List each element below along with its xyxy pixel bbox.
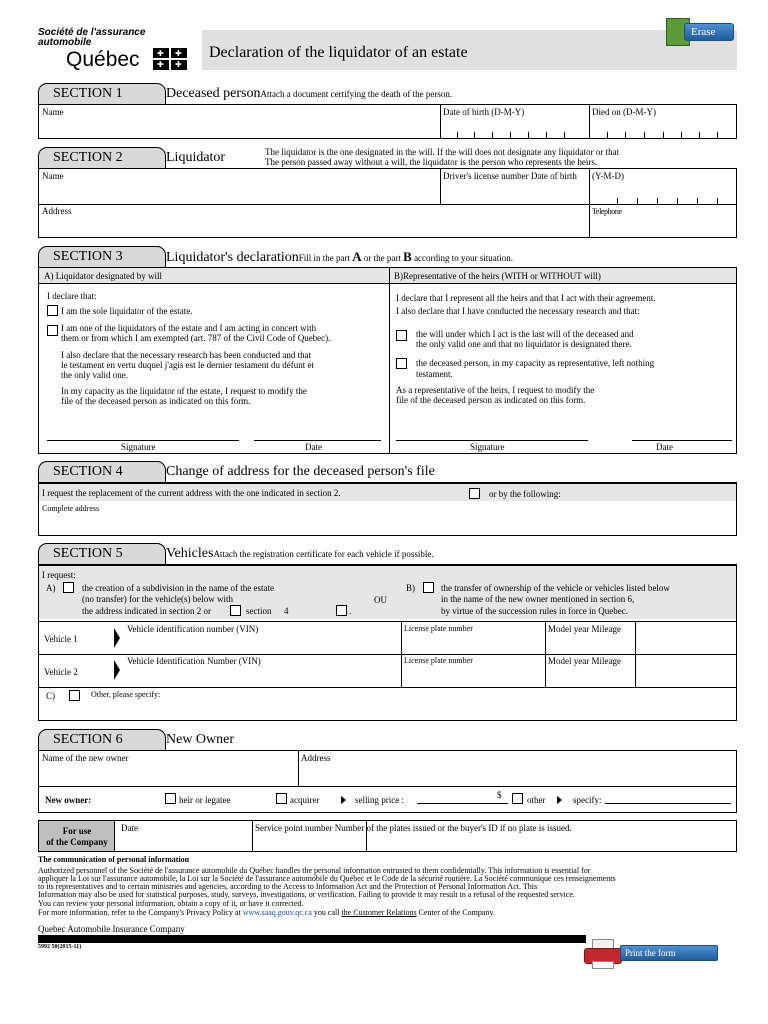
new-owner-address-label: Address (301, 753, 331, 763)
address-change-request: I request the replacement of the current address with the one indicated in section 2. (42, 488, 341, 498)
selling-price-field[interactable] (417, 789, 508, 804)
for-use-label-1: For use (62, 826, 92, 836)
liquidator-telephone-label: Telephone (592, 207, 622, 216)
part-b-date-field[interactable] (632, 416, 732, 440)
new-owner-type-label: New owner: (45, 795, 92, 805)
section-4-title: Change of address for the deceased person's file (166, 461, 737, 483)
section-1-tab: SECTION 1 (38, 83, 166, 105)
section-2-title: Liquidator (166, 147, 264, 169)
sole-liquidator-label: I am the sole liquidator of the estate. (61, 306, 193, 316)
part-a-date-field[interactable] (254, 416, 381, 440)
part-b-signature-field[interactable] (396, 416, 588, 440)
liquidator-name-field[interactable] (39, 181, 440, 203)
option-c-label: C) (46, 691, 55, 701)
section-ref-label: section (246, 606, 272, 616)
saaq-website-link[interactable]: www.saaq.gouv.qc.ca (242, 908, 312, 917)
section-2-address-checkbox[interactable] (336, 605, 347, 616)
vehicles-block (38, 565, 737, 721)
vehicle-1-mileage-field[interactable] (635, 634, 736, 653)
section-ref-dot: . (349, 606, 352, 616)
section-3-tab: SECTION 3 (38, 246, 166, 268)
transfer-ownership-checkbox[interactable] (423, 582, 434, 593)
specify-arrow-icon (557, 796, 562, 804)
title-band (202, 30, 737, 70)
privacy-line-3: to its representatives and to certain ministries and agencies, according to the Access to Information Act and the Protection of Personal Information Act. This (38, 882, 538, 891)
customer-relations-link[interactable]: the Customer Relations (341, 908, 417, 917)
no-testament-label-2: testament. (416, 369, 453, 379)
vehicle-2-mileage-field[interactable] (635, 666, 736, 685)
form-title: Declaration of the liquidator of an estate (209, 44, 468, 61)
transfer-line-3: by virtue of the succession rules in force in Quebec. (441, 606, 628, 616)
deceased-name-field[interactable] (39, 117, 439, 138)
liquidator-dob-format-label: (Y-M-D) (592, 171, 624, 181)
last-will-checkbox[interactable] (396, 330, 407, 341)
form-code: 5992 50(2015-11) (38, 944, 82, 950)
part-a-declare: I declare that: (47, 291, 97, 301)
deceased-died-label: Died on (D-M-Y) (592, 107, 656, 117)
section-2-note-2: The person passed away without a will, the liquidator is the person who represents the heirs. (265, 157, 598, 167)
privacy-line-4: Information may also be used for statistical purposes, study, surveys, investigations, or verification. Failing to provide it may result in a refusal of the requested service. (38, 890, 575, 899)
dollar-sign: $ (497, 790, 502, 800)
vehicle-1-vin-field[interactable] (123, 634, 401, 653)
last-will-label-1: the will under which I act is the last will of the deceased and (416, 329, 634, 339)
section-3-title: Liquidator's declaration (166, 250, 299, 265)
company-service-label: Service point number Number of the plates issued or the buyer's ID if no plate is issued. (255, 823, 572, 833)
privacy-line-5: You can review your personal information, obtain a copy of it, or have it corrected. (38, 899, 304, 908)
privacy-line-1: Authorized personnel of the Société de l'assurance automobile du Québec handles the personal information entrusted to them confidentially. This information is essential for (38, 866, 591, 875)
vehicle-1-plate-label: License plate number (404, 624, 473, 633)
deceased-died-field[interactable] (589, 105, 736, 138)
acquirer-label: acquirer (290, 795, 320, 805)
other-specify-label: Other, please specify: (91, 690, 161, 699)
section-5-heading (166, 543, 737, 565)
footer-bar (38, 935, 586, 943)
other-address-checkbox[interactable] (469, 488, 480, 499)
option-a-label: A) (46, 583, 56, 593)
other-specify-field[interactable] (179, 688, 734, 720)
printer-icon (584, 939, 622, 969)
part-a-signature-label: Signature (121, 442, 156, 452)
vehicle-2-plate-label: License plate number (404, 656, 473, 665)
erase-button[interactable] (666, 18, 734, 48)
privacy-line-6: For more information, refer to the Company's Privacy Policy at www.saaq.gouv.qc.ca you call the Customer Relations Center of the Company. (38, 908, 495, 917)
for-use-label-2: of the Company (46, 837, 108, 847)
section-3-heading: Liquidator's declarationFill in the part A or the part B according to your situation. (166, 246, 737, 268)
other-owner-checkbox[interactable] (512, 793, 523, 804)
part-b-line-2: I also declare that I have conducted the necessary research and that: (396, 306, 640, 316)
section-5-tab: SECTION 5 (38, 543, 166, 565)
section-5-title: Vehicles (166, 546, 214, 561)
heir-label: heir or legatee (179, 795, 231, 805)
vehicle-1-year-field[interactable] (545, 634, 635, 653)
section-ref-number: 4 (284, 606, 289, 616)
part-a-letter: A (352, 249, 362, 264)
print-form-button[interactable] (584, 939, 734, 969)
selling-price-arrow-icon (341, 796, 346, 804)
other-specify-checkbox[interactable] (69, 690, 80, 701)
part-a-date-label: Date (305, 442, 322, 452)
quebec-wordmark: Québec (66, 48, 140, 71)
no-testament-label-1: the deceased person, in my capacity as representative, left nothing (416, 358, 655, 368)
co-liquidator-label-2: them or from which I am exempted (art. 787 of the Civil Code of Quebec). (61, 333, 331, 343)
section-4-address-checkbox[interactable] (230, 605, 241, 616)
section-1-note: Attach a document certifying the death of the person. (260, 89, 453, 99)
company-name: Quebec Automobile Insurance Company (38, 924, 185, 934)
or-following-label: or by the following: (489, 489, 561, 499)
new-owner-name-label: Name of the new owner (42, 753, 129, 763)
specify-label: specify: (573, 795, 602, 805)
vehicle-1-plate-field[interactable] (401, 634, 545, 653)
transfer-line-2: in the name of the new owner mentioned in section 6, (441, 594, 635, 604)
part-a-capacity-1: In my capacity as the liquidator of the estate, I request to modify the (61, 386, 307, 396)
privacy-line-2: appliquer la Loi sur l'assurance automobile, la Loi sur la Société de l'assurance automobile du Québec et le Code de la sécurité routière. La Société communique ces renseignements (38, 874, 616, 883)
vehicle-1-label: Vehicle 1 (44, 634, 78, 644)
other-owner-label: other (527, 795, 546, 805)
subdivision-line-1: the creation of a subdivision in the name of the estate (82, 583, 274, 593)
vehicle-1-arrow-icon (114, 628, 120, 648)
subdivision-line-3: the address indicated in section 2 or (82, 606, 211, 616)
subdivision-line-2: (no transfer) for the vehicle(s) below with (82, 594, 233, 604)
liquidator-dob-field[interactable] (589, 169, 736, 204)
no-testament-checkbox[interactable] (396, 358, 407, 369)
section-2-note-1: The liquidator is the one designated in the will. If the will does not designate any liquidator or that (265, 147, 620, 157)
vehicle-1-vin-label: Vehicle identification number (VIN) (127, 624, 259, 634)
deceased-name-label: Name (42, 107, 64, 117)
liquidator-telephone-field[interactable] (589, 216, 736, 237)
co-liquidator-checkbox[interactable] (47, 325, 58, 336)
vehicle-2-year-field[interactable] (545, 666, 635, 685)
complete-address-field[interactable] (39, 514, 736, 535)
org-name-line1: Société de l'assurance (38, 27, 146, 38)
part-b-signature-label: Signature (470, 442, 505, 452)
erase-label: Erase (684, 23, 734, 41)
fleur-de-lis-flag-icon: ✚ ✚ ✚ ✚ (153, 48, 187, 70)
liquidator-address-field[interactable] (39, 216, 589, 237)
part-b-rep-2: file of the deceased person as indicated on this form. (396, 395, 586, 405)
part-a-also-2: le testament en vertu duquel j'agis est le dernier testament du défunt et (61, 360, 315, 370)
last-will-label-2: the only valid one and that no liquidator is designated there. (416, 339, 632, 349)
vehicles-request-label: I request: (42, 570, 76, 580)
liquidator-address-label: Address (42, 206, 72, 216)
print-form-label: Print the form (620, 945, 718, 961)
liquidator-license-field[interactable] (440, 181, 589, 203)
company-use-block (38, 820, 737, 852)
new-owner-address-field[interactable] (298, 763, 736, 785)
part-b-line-1: I declare that I represent all the heirs and that I act with their agreement. (396, 293, 656, 303)
vehicle-2-vin-label: Vehicle Identification Number (VIN) (127, 656, 261, 666)
section-1-heading (166, 83, 737, 105)
vehicle-2-arrow-icon (114, 660, 120, 680)
part-b-rep-1: As a representative of the heirs, I request to modify the (396, 385, 595, 395)
privacy-heading: The communication of personal information (38, 855, 190, 864)
ou-label: OU (374, 595, 387, 605)
part-a-heading: A) Liquidator designated by will (39, 268, 389, 284)
transfer-line-1: the transfer of ownership of the vehicle or vehicles listed below (441, 583, 670, 593)
company-date-label: Date (121, 823, 138, 833)
vehicle-2-label: Vehicle 2 (44, 667, 78, 677)
vehicle-2-model-label: Model year Mileage (548, 656, 621, 666)
part-a-also-1: I also declare that the necessary research has been conducted and that (61, 350, 312, 360)
section-6-title: New Owner (166, 729, 737, 751)
liquidator-license-label: Driver's license number Date of birth (443, 171, 577, 181)
liquidator-name-label: Name (42, 171, 64, 181)
specify-field[interactable] (605, 789, 731, 804)
section-4-tab: SECTION 4 (38, 461, 166, 483)
vehicle-2-vin-field[interactable] (123, 666, 401, 685)
section-6-tab: SECTION 6 (38, 729, 166, 751)
section-2-tab: SECTION 2 (38, 147, 166, 169)
deceased-dob-field[interactable] (440, 105, 589, 138)
part-b-date-label: Date (656, 442, 673, 452)
declaration-block (38, 267, 737, 454)
address-change-block (38, 483, 737, 536)
new-owner-block (38, 750, 737, 813)
section-5-note: Attach the registration certificate for each vehicle if possible. (213, 549, 434, 559)
heir-checkbox[interactable] (165, 793, 176, 804)
co-liquidator-label-1: I am one of the liquidators of the estate and I am acting in concert with (61, 323, 317, 333)
sole-liquidator-checkbox[interactable] (47, 305, 58, 316)
acquirer-checkbox[interactable] (276, 793, 287, 804)
selling-price-label: selling price : (355, 795, 404, 805)
org-name-line2: automobile (38, 37, 92, 48)
option-b-label: B) (406, 583, 415, 593)
part-a-capacity-2: file of the deceased person as indicated on this form. (61, 396, 251, 406)
part-a-signature-field[interactable] (47, 416, 239, 440)
deceased-person-block (38, 104, 737, 139)
part-b-heading: B)Representative of the heirs (WITH or WITHOUT will) (390, 268, 736, 284)
vehicle-2-plate-field[interactable] (401, 666, 545, 685)
section-1-title: Deceased person (166, 86, 261, 101)
new-owner-name-field[interactable] (39, 763, 298, 785)
part-b-letter: B (403, 249, 412, 264)
deceased-dob-label: Date of birth (D-M-Y) (443, 107, 525, 117)
part-a-also-3: the only valid one. (61, 370, 128, 380)
subdivision-checkbox[interactable] (63, 582, 74, 593)
vehicle-1-model-label: Model year Mileage (548, 624, 621, 634)
complete-address-label: Complete address (42, 504, 100, 513)
liquidator-block (38, 168, 737, 238)
